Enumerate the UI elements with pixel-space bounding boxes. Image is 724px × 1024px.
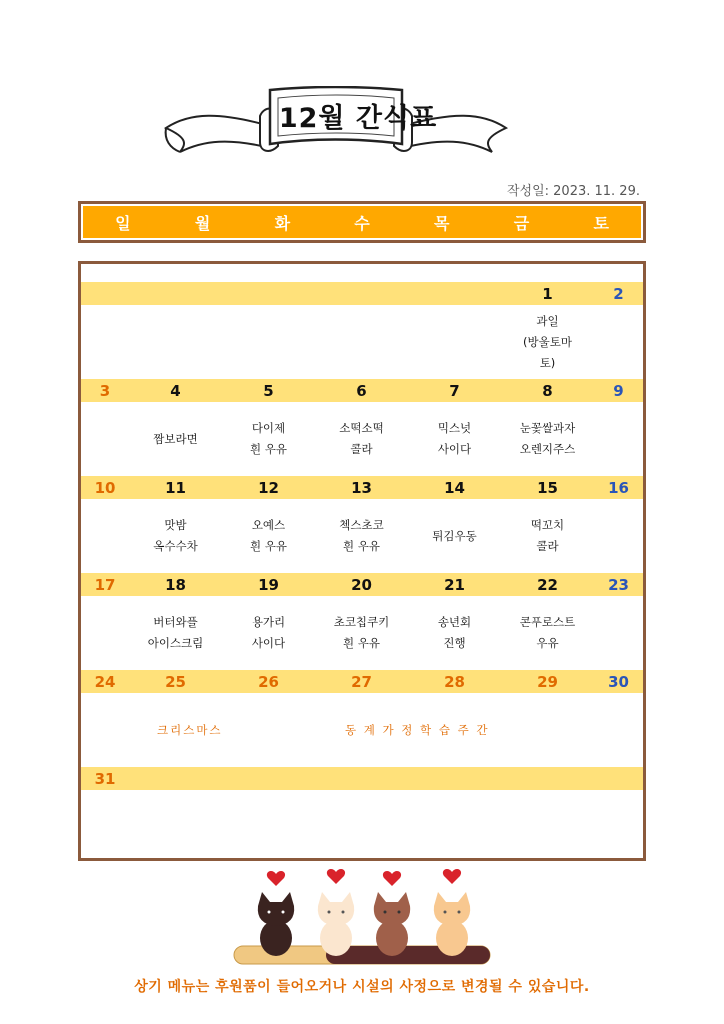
day-number: 30 (608, 672, 629, 691)
cat-icon (318, 892, 354, 956)
day-number (594, 767, 643, 790)
menu-item: 콜라 (536, 539, 559, 553)
menu-cell (222, 598, 315, 668)
cats-on-log-illustration (230, 862, 494, 974)
day-number-row (81, 379, 643, 402)
day-number (315, 282, 408, 305)
menu-item: 튀김우동 (432, 528, 477, 543)
menu-cell (81, 501, 129, 571)
menu-cell (315, 307, 408, 377)
menu-item: 토) (539, 355, 556, 370)
menu-item: 우유 (536, 636, 559, 650)
day-number (408, 282, 501, 305)
menu-item: 옥수수차 (153, 539, 198, 553)
menu-item: 눈꽃쌀과자 (519, 421, 576, 435)
weekday-wed: 수 (354, 213, 370, 233)
day-number: 22 (537, 575, 558, 594)
menu-item: 오렌지주스 (519, 442, 576, 456)
weekday-header (78, 201, 646, 243)
menu-item: 과일 (536, 313, 559, 328)
weekday-mon: 월 (194, 213, 211, 233)
day-number: 26 (258, 672, 279, 691)
menu-cell (129, 404, 222, 474)
day-number: 27 (351, 672, 372, 691)
menu-cell (501, 501, 594, 571)
menu-item: 용가리 (251, 615, 286, 629)
menu-cell (501, 404, 594, 474)
menu-row (81, 501, 643, 571)
day-number-row (81, 573, 643, 596)
menu-item: 다이제 (251, 421, 286, 435)
day-number: 12 (258, 478, 279, 497)
menu-cell (408, 307, 501, 377)
menu-cell (501, 598, 594, 668)
day-number: 18 (165, 575, 186, 594)
menu-cell (81, 598, 129, 668)
menu-cell (315, 404, 408, 474)
menu-cell (408, 404, 501, 474)
day-number (222, 767, 315, 790)
menu-item: 송년회 (437, 615, 472, 629)
day-number: 3 (99, 381, 111, 400)
menu-cell (594, 307, 643, 377)
day-number: 31 (94, 769, 116, 788)
menu-item: 흰 우유 (343, 636, 380, 650)
day-number (129, 767, 222, 790)
day-number: 5 (263, 381, 274, 400)
day-number: 25 (165, 672, 186, 691)
day-number (81, 282, 129, 305)
menu-item: 맛밤 (164, 518, 187, 532)
day-number: 24 (94, 672, 116, 691)
menu-cell (222, 501, 315, 571)
menu-row (81, 598, 643, 668)
weekday-tue: 화 (274, 213, 291, 233)
day-number: 7 (449, 381, 460, 400)
cat-icon (258, 892, 294, 956)
menu-cell (222, 307, 315, 377)
menu-item: 흰 우유 (343, 539, 380, 553)
day-number: 10 (94, 478, 116, 497)
menu-item: 흰 우유 (250, 539, 287, 553)
menu-item: 짬보라면 (153, 431, 198, 446)
weekday-sat: 토 (593, 213, 609, 233)
day-number: 6 (356, 381, 367, 400)
menu-cell (315, 501, 408, 571)
menu-item: 콘푸로스트 (519, 615, 576, 629)
menu-item: 오예스 (251, 518, 286, 532)
snack-calendar (78, 261, 646, 861)
menu-cell (594, 501, 643, 571)
day-number-row (81, 282, 643, 305)
weekday-sun: 일 (115, 213, 131, 233)
day-number: 2 (613, 284, 624, 303)
day-number (315, 767, 408, 790)
menu-item: 진행 (443, 636, 466, 650)
heart-icon (383, 871, 401, 886)
day-number: 14 (444, 478, 465, 497)
menu-cell (129, 501, 222, 571)
menu-cell (222, 404, 315, 474)
day-number: 13 (351, 478, 372, 497)
menu-item: 콜라 (350, 442, 373, 456)
change-notice: 상기 메뉴는 후원품이 들어오거나 시설의 사정으로 변경될 수 있습니다. (134, 979, 590, 995)
day-number-row (81, 670, 643, 693)
day-number: 16 (608, 478, 629, 497)
weekday-fri: 금 (513, 213, 530, 233)
day-number: 17 (94, 575, 116, 594)
weekday-thu: 목 (434, 213, 450, 233)
day-number: 15 (537, 478, 558, 497)
day-number: 28 (444, 672, 465, 691)
cat-icon (374, 892, 410, 956)
menu-cell (594, 404, 643, 474)
heart-icon (267, 871, 285, 886)
menu-cell (315, 598, 408, 668)
day-number: 20 (351, 575, 372, 594)
menu-item: 아이스크림 (147, 636, 204, 650)
menu-cell (408, 598, 501, 668)
day-number: 1 (542, 284, 553, 303)
day-number: 21 (444, 575, 465, 594)
day-number: 8 (542, 381, 553, 400)
cat-icon (434, 892, 470, 956)
day-number (501, 767, 594, 790)
menu-item: 첵스초코 (339, 518, 384, 532)
day-number-row (81, 767, 643, 790)
menu-item: 사이다 (437, 442, 472, 456)
menu-cell (408, 501, 501, 571)
menu-item: 흰 우유 (250, 442, 287, 456)
day-number (222, 282, 315, 305)
menu-item: 버터와플 (153, 615, 198, 629)
christmas-label: 크리스마스 (157, 723, 223, 737)
day-number: 29 (537, 672, 558, 691)
page-title: 12월 간식표 (278, 102, 438, 134)
heart-icon (327, 869, 345, 884)
menu-cell (594, 598, 643, 668)
menu-row (81, 404, 643, 474)
menu-row (81, 307, 643, 377)
menu-cell (129, 307, 222, 377)
menu-cell (501, 307, 594, 377)
day-number: 11 (165, 478, 186, 497)
winter-home-study-week-label: 동 계 가 정 학 습 주 간 (345, 723, 490, 737)
menu-item: 초코칩쿠키 (333, 615, 390, 629)
written-date: 작성일: 2023. 11. 29. (506, 184, 640, 199)
menu-cell (81, 404, 129, 474)
menu-item: (방울토마 (523, 334, 572, 349)
day-number: 19 (258, 575, 279, 594)
day-number (129, 282, 222, 305)
day-number-row (81, 476, 643, 499)
day-number: 4 (170, 381, 181, 400)
menu-cell (81, 307, 129, 377)
menu-item: 사이다 (251, 636, 286, 650)
day-number: 23 (608, 575, 629, 594)
day-number: 9 (613, 381, 624, 400)
menu-item: 소떡소떡 (339, 421, 384, 435)
heart-icon (443, 869, 461, 884)
day-number (408, 767, 501, 790)
menu-item: 떡꼬치 (530, 518, 565, 532)
menu-item: 믹스넛 (437, 421, 472, 435)
menu-cell (129, 598, 222, 668)
